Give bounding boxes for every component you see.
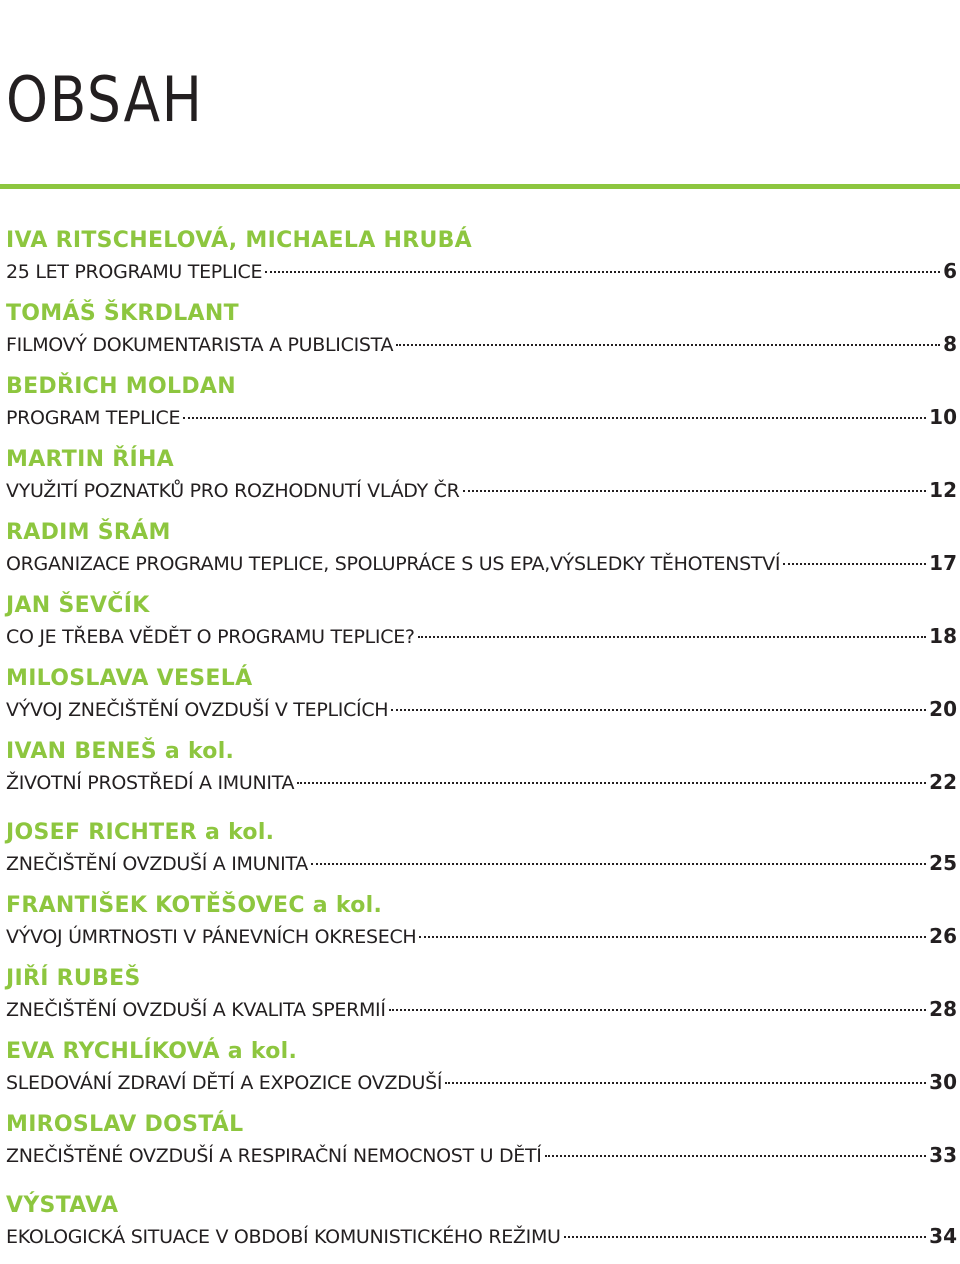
toc-page-number[interactable]: 6 — [943, 259, 957, 283]
dot-leader — [389, 1009, 926, 1011]
toc-entry[interactable] — [6, 1037, 957, 1110]
toc-author: MILOSLAVA VESELÁ — [6, 666, 253, 691]
toc-page-number[interactable]: 17 — [929, 551, 957, 575]
toc-page-number[interactable]: 33 — [929, 1143, 957, 1167]
toc-author: EVA RYCHLÍKOVÁ a kol. — [6, 1039, 298, 1064]
toc-author: FRANTIŠEK KOTĚŠOVEC a kol. — [6, 893, 383, 918]
toc-page-number[interactable]: 18 — [929, 624, 957, 648]
toc-title[interactable]: ZNEČIŠTĚNÍ OVZDUŠÍ A KVALITA SPERMIÍ — [6, 999, 386, 1021]
toc-author: JIŘÍ RUBEŠ — [6, 966, 141, 991]
toc-title[interactable]: 25 LET PROGRAMU TEPLICE — [6, 261, 263, 283]
toc-page-number[interactable]: 22 — [929, 770, 957, 794]
toc-title[interactable]: VÝVOJ ZNEČIŠTĚNÍ OVZDUŠÍ V TEPLICÍCH — [6, 699, 389, 721]
dot-leader — [396, 344, 940, 346]
toc-entry[interactable] — [6, 891, 957, 964]
toc-page-number[interactable]: 30 — [929, 1070, 957, 1094]
toc-entry[interactable] — [6, 964, 957, 1037]
toc-author: TOMÁŠ ŠKRDLANT — [6, 301, 239, 326]
toc-page-number[interactable]: 34 — [929, 1224, 957, 1248]
toc-author: MIROSLAV DOSTÁL — [6, 1112, 244, 1137]
dot-leader — [418, 636, 926, 638]
toc-entry[interactable] — [6, 818, 957, 891]
title-divider — [0, 184, 960, 189]
dot-leader — [297, 782, 926, 784]
toc-title[interactable]: ORGANIZACE PROGRAMU TEPLICE, SPOLUPRÁCE S US EPA,VÝSLEDKY TĚHOTENSTVÍ — [6, 553, 781, 575]
toc-title[interactable]: VYUŽITÍ POZNATKŮ PRO ROZHODNUTÍ VLÁDY ČR — [6, 480, 460, 502]
page-title: OBSAH — [6, 63, 204, 136]
dot-leader — [545, 1155, 927, 1157]
toc-author: IVAN BENEŠ a kol. — [6, 739, 235, 764]
table-of-contents — [6, 226, 957, 1264]
toc-author: RADIM ŠRÁM — [6, 520, 171, 545]
toc-entry[interactable] — [6, 372, 957, 445]
dot-leader — [183, 417, 926, 419]
toc-page-number[interactable]: 8 — [943, 332, 957, 356]
toc-entry[interactable] — [6, 299, 957, 372]
toc-entry[interactable] — [6, 737, 957, 818]
dot-leader — [391, 709, 926, 711]
toc-entry[interactable] — [6, 445, 957, 518]
toc-author: BEDŘICH MOLDAN — [6, 374, 236, 399]
toc-author: MARTIN ŘÍHA — [6, 447, 174, 472]
dot-leader — [445, 1082, 926, 1084]
toc-page-number[interactable]: 26 — [929, 924, 957, 948]
toc-title[interactable]: ZNEČIŠTĚNÉ OVZDUŠÍ A RESPIRAČNÍ NEMOCNOST U DĚTÍ — [6, 1145, 542, 1167]
toc-title[interactable]: ŽIVOTNÍ PROSTŘEDÍ A IMUNITA — [6, 772, 295, 794]
toc-title[interactable]: FILMOVÝ DOKUMENTARISTA A PUBLICISTA — [6, 334, 394, 356]
toc-title[interactable]: EKOLOGICKÁ SITUACE V OBDOBÍ KOMUNISTICKÉHO REŽIMU — [6, 1226, 561, 1248]
toc-page-number[interactable]: 10 — [929, 405, 957, 429]
toc-entry[interactable] — [6, 1110, 957, 1191]
toc-page-number[interactable]: 25 — [929, 851, 957, 875]
toc-title[interactable]: VÝVOJ ÚMRTNOSTI V PÁNEVNÍCH OKRESECH — [6, 926, 417, 948]
toc-title[interactable]: SLEDOVÁNÍ ZDRAVÍ DĚTÍ A EXPOZICE OVZDUŠÍ — [6, 1072, 443, 1094]
dot-leader — [311, 863, 926, 865]
toc-page-number[interactable]: 20 — [929, 697, 957, 721]
dot-leader — [419, 936, 926, 938]
toc-entry[interactable] — [6, 226, 957, 299]
toc-entry[interactable] — [6, 591, 957, 664]
toc-entry[interactable] — [6, 1191, 957, 1264]
dot-leader — [783, 563, 926, 565]
toc-page-number[interactable]: 12 — [929, 478, 957, 502]
dot-leader — [564, 1236, 927, 1238]
toc-title[interactable]: ZNEČIŠTĚNÍ OVZDUŠÍ A IMUNITA — [6, 853, 308, 875]
toc-author: IVA RITSCHELOVÁ, MICHAELA HRUBÁ — [6, 228, 473, 253]
toc-title[interactable]: PROGRAM TEPLICE — [6, 407, 181, 429]
toc-author: JAN ŠEVČÍK — [6, 593, 150, 618]
toc-title[interactable]: CO JE TŘEBA VĚDĚT O PROGRAMU TEPLICE? — [6, 626, 415, 648]
toc-page-number[interactable]: 28 — [929, 997, 957, 1021]
dot-leader — [463, 490, 927, 492]
toc-entry[interactable] — [6, 664, 957, 737]
toc-author: VÝSTAVA — [6, 1193, 119, 1218]
toc-author: JOSEF RICHTER a kol. — [6, 820, 275, 845]
dot-leader — [265, 271, 940, 273]
toc-entry[interactable] — [6, 518, 957, 591]
